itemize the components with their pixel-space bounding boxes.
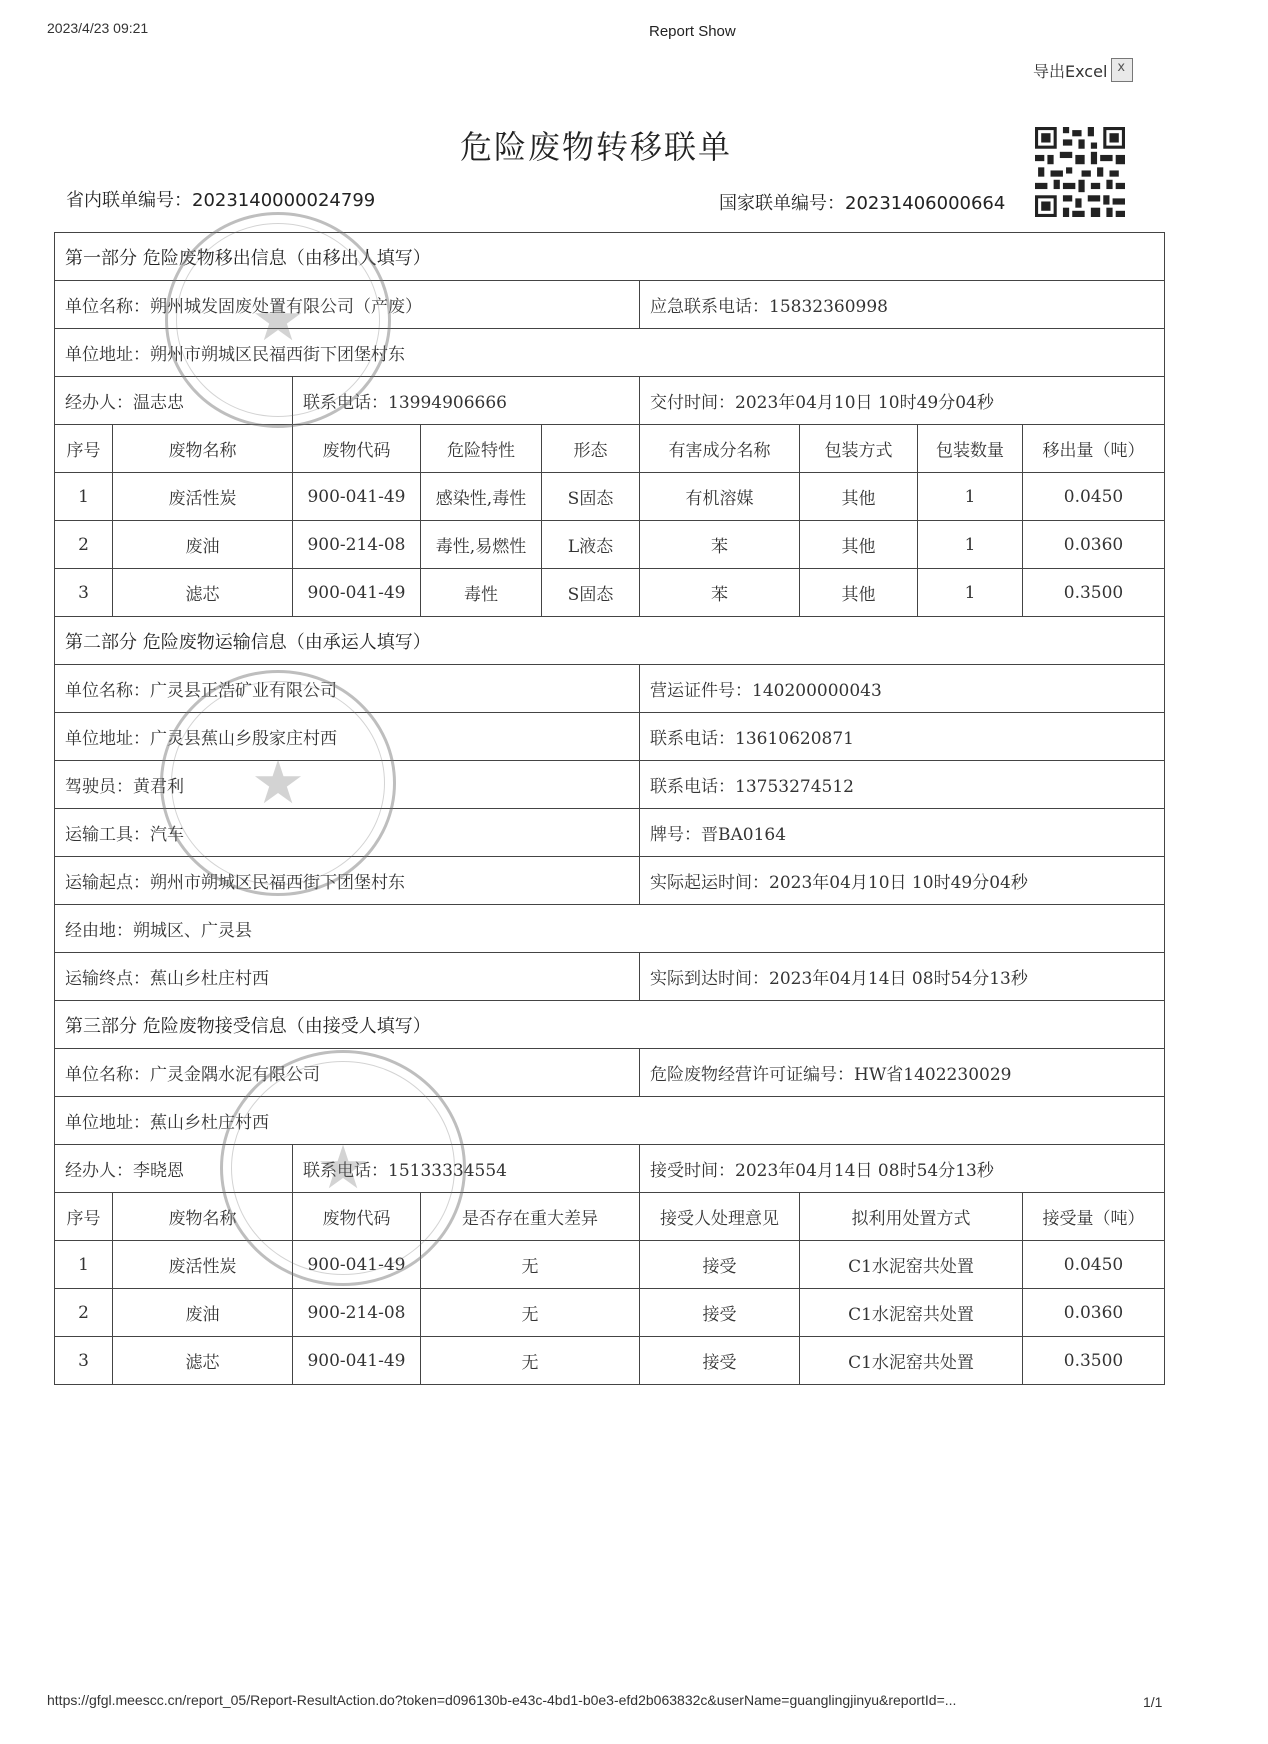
part2-address-row bbox=[55, 713, 1165, 761]
seal-stamp-icon: ★ bbox=[220, 1050, 466, 1286]
part1-cell-waste-code: 900-214-08 bbox=[293, 521, 421, 569]
part1-cell-hazard: 毒性,易燃性 bbox=[421, 521, 542, 569]
print-page-title: Report Show bbox=[649, 23, 736, 40]
part1-heading-row bbox=[55, 233, 1165, 281]
part1-heading: 第一部分 危险废物移出信息（由移出人填写） bbox=[55, 233, 1165, 281]
part3-cell-seq: 3 bbox=[55, 1337, 113, 1385]
part1-cell-form: S固态 bbox=[542, 473, 640, 521]
part2-unit-name: 单位名称：广灵县正浩矿业有限公司 bbox=[55, 665, 640, 713]
part1-handler-row bbox=[55, 377, 1165, 425]
part2-heading: 第二部分 危险废物运输信息（由承运人填写） bbox=[55, 617, 1165, 665]
part3-permit-no: 危险废物经营许可证编号：HW省1402230029 bbox=[640, 1049, 1165, 1097]
part1-cell-pack-count: 1 bbox=[918, 569, 1023, 617]
part3-heading-row bbox=[55, 1001, 1165, 1049]
national-form-number bbox=[719, 189, 1005, 215]
part2-unit-row bbox=[55, 665, 1165, 713]
province-form-number-label: 省内联单编号： bbox=[66, 190, 192, 211]
part1-cell-packaging: 其他 bbox=[800, 473, 918, 521]
transfer-form-table bbox=[54, 232, 1165, 1385]
part3-cell-seq: 2 bbox=[55, 1289, 113, 1337]
part1-col-header: 危险特性 bbox=[421, 425, 542, 473]
print-datetime: 2023/4/23 09:21 bbox=[47, 20, 149, 36]
part1-cell-hazard: 感染性,毒性 bbox=[421, 473, 542, 521]
part1-cell-seq: 1 bbox=[55, 473, 113, 521]
part3-cell-discrepancy: 无 bbox=[421, 1289, 640, 1337]
part2-contact-phone-1: 联系电话：13610620871 bbox=[640, 713, 1165, 761]
part1-cell-component: 苯 bbox=[640, 521, 800, 569]
part3-contact-phone: 联系电话：15133334554 bbox=[293, 1145, 640, 1193]
part2-via: 经由地：朔城区、广灵县 bbox=[55, 905, 1165, 953]
part3-cell-discrepancy: 无 bbox=[421, 1337, 640, 1385]
part3-col-header: 接受量（吨） bbox=[1023, 1193, 1165, 1241]
part2-destination-row bbox=[55, 953, 1165, 1001]
part3-heading: 第三部分 危险废物接受信息（由接受人填写） bbox=[55, 1001, 1165, 1049]
document-title: 危险废物转移联单 bbox=[460, 128, 733, 166]
part3-cell-waste-name: 滤芯 bbox=[113, 1337, 293, 1385]
part3-cell-waste-code: 900-041-49 bbox=[293, 1241, 421, 1289]
part1-col-header: 废物名称 bbox=[113, 425, 293, 473]
part1-cell-component: 苯 bbox=[640, 569, 800, 617]
part3-col-header: 废物代码 bbox=[293, 1193, 421, 1241]
export-excel-button[interactable] bbox=[1033, 58, 1133, 82]
part2-contact-phone-2: 联系电话：13753274512 bbox=[640, 761, 1165, 809]
part3-col-header: 接受人处理意见 bbox=[640, 1193, 800, 1241]
seal-stamp-icon: ★ bbox=[165, 212, 391, 428]
part1-cell-waste-name: 废油 bbox=[113, 521, 293, 569]
part3-cell-disposal: C1水泥窑共处置 bbox=[800, 1337, 1023, 1385]
part3-cell-amount: 0.0450 bbox=[1023, 1241, 1165, 1289]
part3-receive-time: 接受时间：2023年04月14日 08时54分13秒 bbox=[640, 1145, 1165, 1193]
part1-emergency-phone: 应急联系电话：15832360998 bbox=[640, 281, 1165, 329]
part1-cell-amount: 0.0360 bbox=[1023, 521, 1165, 569]
part1-cell-waste-code: 900-041-49 bbox=[293, 473, 421, 521]
part2-vehicle: 运输工具：汽车 bbox=[55, 809, 640, 857]
part1-col-header: 有害成分名称 bbox=[640, 425, 800, 473]
part3-handler-row bbox=[55, 1145, 1165, 1193]
part2-driver: 驾驶员：黄君利 bbox=[55, 761, 640, 809]
part1-cell-packaging: 其他 bbox=[800, 569, 918, 617]
part1-cell-amount: 0.0450 bbox=[1023, 473, 1165, 521]
part2-origin-row bbox=[55, 857, 1165, 905]
table-row bbox=[55, 1241, 1165, 1289]
part2-destination: 运输终点：蕉山乡杜庄村西 bbox=[55, 953, 640, 1001]
part1-handler: 经办人：温志忠 bbox=[55, 377, 293, 425]
part1-cell-form: S固态 bbox=[542, 569, 640, 617]
part3-address-row bbox=[55, 1097, 1165, 1145]
part2-arrive-time: 实际到达时间：2023年04月14日 08时54分13秒 bbox=[640, 953, 1165, 1001]
part2-via-row bbox=[55, 905, 1165, 953]
table-row bbox=[55, 1289, 1165, 1337]
part3-unit-address: 单位地址：蕉山乡杜庄村西 bbox=[55, 1097, 1165, 1145]
part3-cell-amount: 0.0360 bbox=[1023, 1289, 1165, 1337]
part1-cell-seq: 2 bbox=[55, 521, 113, 569]
part1-cell-amount: 0.3500 bbox=[1023, 569, 1165, 617]
part3-cell-waste-code: 900-214-08 bbox=[293, 1289, 421, 1337]
part3-column-header-row bbox=[55, 1193, 1165, 1241]
part3-cell-seq: 1 bbox=[55, 1241, 113, 1289]
part1-unit-row bbox=[55, 281, 1165, 329]
part1-unit-name: 单位名称：朔州城发固废处置有限公司（产废） bbox=[55, 281, 640, 329]
part3-cell-opinion: 接受 bbox=[640, 1337, 800, 1385]
part3-cell-opinion: 接受 bbox=[640, 1289, 800, 1337]
national-form-number-label: 国家联单编号： bbox=[719, 193, 845, 214]
part1-col-header: 形态 bbox=[542, 425, 640, 473]
part1-address-row bbox=[55, 329, 1165, 377]
export-excel-label: 导出Excel bbox=[1033, 61, 1108, 81]
part2-driver-row bbox=[55, 761, 1165, 809]
part1-contact-phone: 联系电话：13994906666 bbox=[293, 377, 640, 425]
table-row bbox=[55, 1337, 1165, 1385]
part1-unit-address: 单位地址：朔州市朔城区民福西街下团堡村东 bbox=[55, 329, 1165, 377]
part1-column-header-row bbox=[55, 425, 1165, 473]
footer-page-number: 1/1 bbox=[1143, 1694, 1163, 1710]
table-row bbox=[55, 569, 1165, 617]
part3-cell-amount: 0.3500 bbox=[1023, 1337, 1165, 1385]
part1-col-header: 包装数量 bbox=[918, 425, 1023, 473]
part3-cell-waste-code: 900-041-49 bbox=[293, 1337, 421, 1385]
footer-url: https://gfgl.meescc.cn/report_05/Report-ResultAction.do?token=d096130b-e43c-4bd1-b0e3-efd2b063832c&userName=guanglingjinyu&reportId=... bbox=[47, 1692, 957, 1708]
national-form-number-value: 20231406000664 bbox=[845, 193, 1006, 214]
part2-vehicle-row bbox=[55, 809, 1165, 857]
part2-origin: 运输起点：朔州市朔城区民福西街下团堡村东 bbox=[55, 857, 640, 905]
part1-delivery-time: 交付时间：2023年04月10日 10时49分04秒 bbox=[640, 377, 1165, 425]
part3-cell-opinion: 接受 bbox=[640, 1241, 800, 1289]
part1-cell-pack-count: 1 bbox=[918, 473, 1023, 521]
table-row bbox=[55, 473, 1165, 521]
part1-col-header: 包装方式 bbox=[800, 425, 918, 473]
part1-cell-hazard: 毒性 bbox=[421, 569, 542, 617]
part2-heading-row bbox=[55, 617, 1165, 665]
qr-code-icon bbox=[1035, 127, 1125, 217]
part3-cell-disposal: C1水泥窑共处置 bbox=[800, 1241, 1023, 1289]
part3-unit-row bbox=[55, 1049, 1165, 1097]
part3-col-header: 是否存在重大差异 bbox=[421, 1193, 640, 1241]
excel-icon bbox=[1111, 58, 1133, 82]
part1-cell-form: L液态 bbox=[542, 521, 640, 569]
part1-cell-waste-name: 废活性炭 bbox=[113, 473, 293, 521]
province-form-number bbox=[66, 186, 375, 212]
part1-col-header: 序号 bbox=[55, 425, 113, 473]
part3-col-header: 废物名称 bbox=[113, 1193, 293, 1241]
part1-cell-component: 有机溶媒 bbox=[640, 473, 800, 521]
part1-cell-seq: 3 bbox=[55, 569, 113, 617]
part3-unit-name: 单位名称：广灵金隅水泥有限公司 bbox=[55, 1049, 640, 1097]
province-form-number-value: 2023140000024799 bbox=[192, 190, 376, 211]
table-row bbox=[55, 521, 1165, 569]
part3-handler: 经办人：李晓恩 bbox=[55, 1145, 293, 1193]
part3-cell-disposal: C1水泥窑共处置 bbox=[800, 1289, 1023, 1337]
part2-depart-time: 实际起运时间：2023年04月10日 10时49分04秒 bbox=[640, 857, 1165, 905]
part1-cell-pack-count: 1 bbox=[918, 521, 1023, 569]
part1-cell-waste-name: 滤芯 bbox=[113, 569, 293, 617]
part1-col-header: 废物代码 bbox=[293, 425, 421, 473]
seal-stamp-icon: ★ bbox=[160, 670, 396, 896]
part1-col-header: 移出量（吨） bbox=[1023, 425, 1165, 473]
part2-plate: 牌号：晋BA0164 bbox=[640, 809, 1165, 857]
part3-cell-waste-name: 废活性炭 bbox=[113, 1241, 293, 1289]
part2-unit-address: 单位地址：广灵县蕉山乡殷家庄村西 bbox=[55, 713, 640, 761]
part3-cell-waste-name: 废油 bbox=[113, 1289, 293, 1337]
part3-cell-discrepancy: 无 bbox=[421, 1241, 640, 1289]
part3-col-header: 序号 bbox=[55, 1193, 113, 1241]
part3-col-header: 拟利用处置方式 bbox=[800, 1193, 1023, 1241]
part1-cell-waste-code: 900-041-49 bbox=[293, 569, 421, 617]
part1-cell-packaging: 其他 bbox=[800, 521, 918, 569]
part2-license-no: 营运证件号：140200000043 bbox=[640, 665, 1165, 713]
